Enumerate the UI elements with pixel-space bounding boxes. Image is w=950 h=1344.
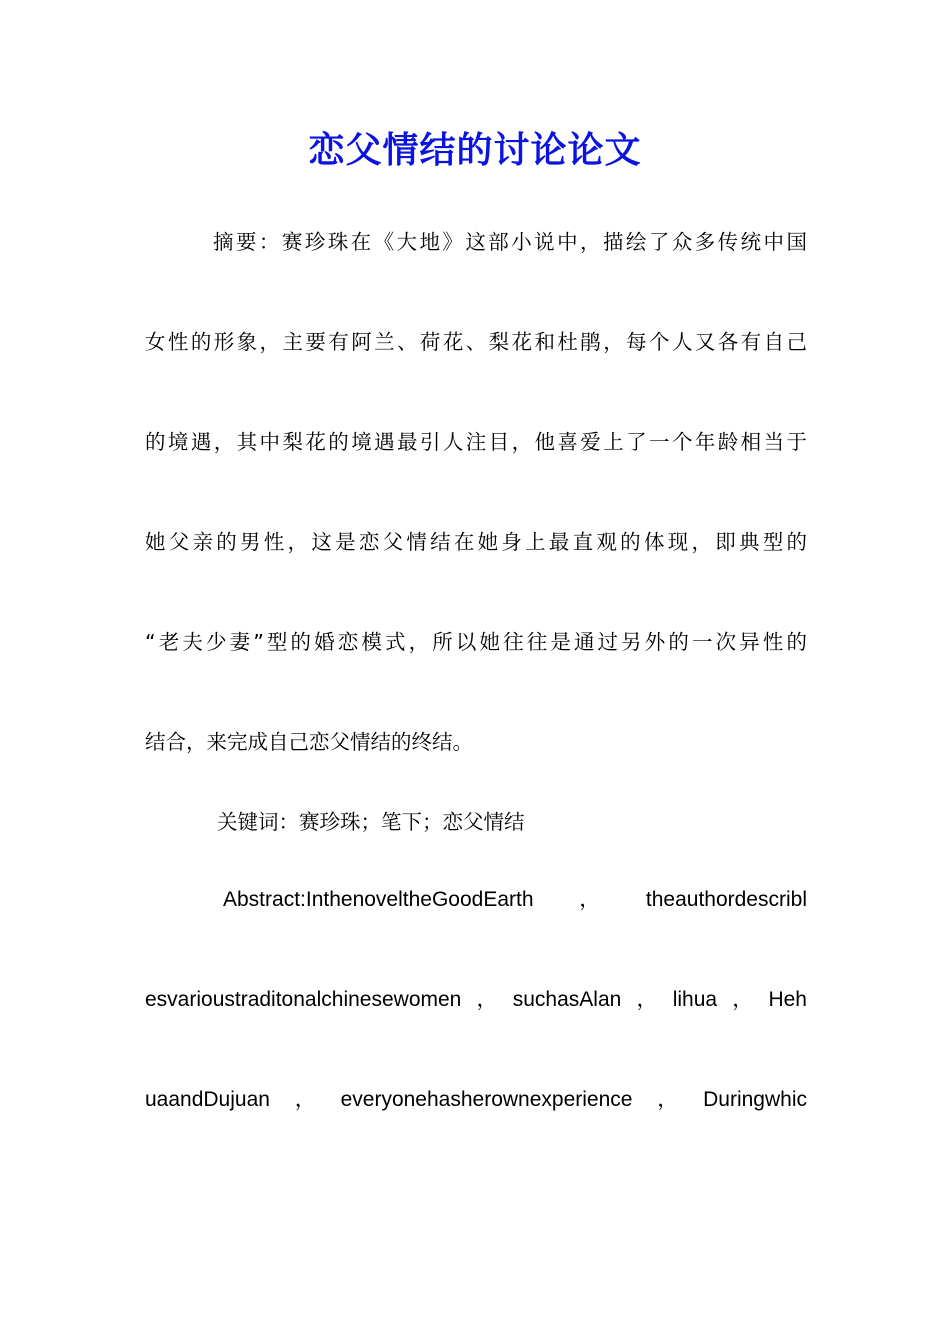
abstract-en-line-3: uaandDujuan，everyonehasherownexperience，Duringwhic [145, 1088, 807, 1111]
abstract-cn-line-6: 结合，来完成自己恋父情结的终结。 [145, 730, 473, 754]
abstract-cn-line-3: 的境遇，其中梨花的境遇最引人注目，他喜爱上了一个年龄相当于 [145, 430, 807, 454]
document-title: 恋父情结的讨论论文 [308, 129, 642, 171]
abstract-cn-line-2: 女性的形象，主要有阿兰、荷花、梨花和杜鹃，每个人又各有自己 [145, 330, 807, 354]
abstract-cn-line-1: 摘要：赛珍珠在《大地》这部小说中，描绘了众多传统中国 [213, 230, 807, 254]
abstract-en-line-1: Abstract:InthenoveltheGoodEarth，theauthordescribl [223, 888, 807, 911]
abstract-cn-line-5: “老夫少妻”型的婚恋模式，所以她往往是通过另外的一次异性的 [145, 630, 807, 654]
abstract-en-line-2: esvarioustraditonalchinesewomen，suchasAlan，lihua，Heh [145, 988, 807, 1011]
abstract-cn-line-4: 她父亲的男性，这是恋父情结在她身上最直观的体现，即典型的 [145, 530, 807, 554]
keywords-line: 关键词：赛珍珠；笔下；恋父情结 [217, 810, 525, 834]
